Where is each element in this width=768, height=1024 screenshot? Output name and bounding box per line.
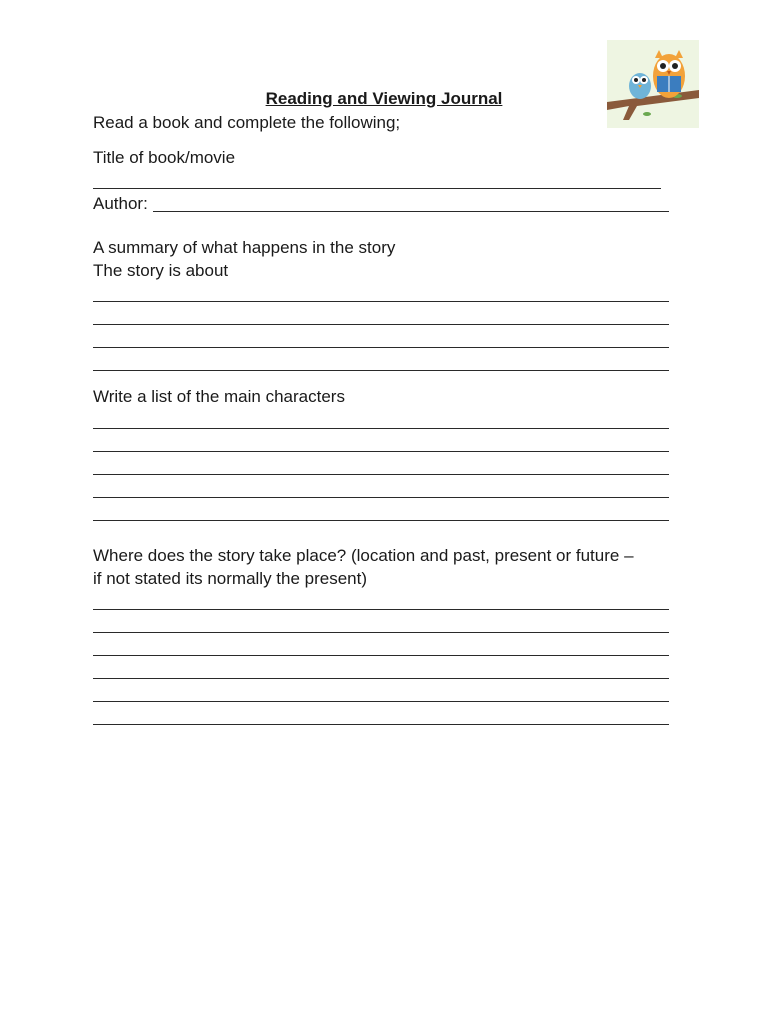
setting-line[interactable]	[93, 724, 669, 725]
characters-line[interactable]	[93, 497, 669, 498]
summary-line[interactable]	[93, 324, 669, 325]
author-line[interactable]	[153, 211, 669, 212]
characters-line[interactable]	[93, 428, 669, 429]
setting-line[interactable]	[93, 632, 669, 633]
summary-line[interactable]	[93, 301, 669, 302]
author-label: Author:	[93, 194, 148, 213]
characters-line[interactable]	[93, 520, 669, 521]
setting-line[interactable]	[93, 655, 669, 656]
summary-line[interactable]	[93, 370, 669, 371]
summary-subprompt: The story is about	[93, 261, 229, 280]
book-title-line[interactable]	[93, 188, 661, 189]
setting-line[interactable]	[93, 678, 669, 679]
book-title-label: Title of book/movie	[93, 148, 236, 167]
summary-prompt: A summary of what happens in the story	[93, 238, 396, 257]
intro-text: Read a book and complete the following;	[93, 113, 401, 132]
owls-reading-icon	[607, 40, 699, 128]
summary-line[interactable]	[93, 347, 669, 348]
setting-prompt-cont: if not stated its normally the present)	[93, 569, 368, 588]
characters-line[interactable]	[93, 474, 669, 475]
setting-prompt: Where does the story take place? (location and past, present or future –	[93, 546, 634, 565]
characters-prompt: Write a list of the main characters	[93, 387, 345, 406]
setting-line[interactable]	[93, 701, 669, 702]
setting-line[interactable]	[93, 609, 669, 610]
page-title: Reading and Viewing Journal	[265, 89, 503, 108]
characters-line[interactable]	[93, 451, 669, 452]
